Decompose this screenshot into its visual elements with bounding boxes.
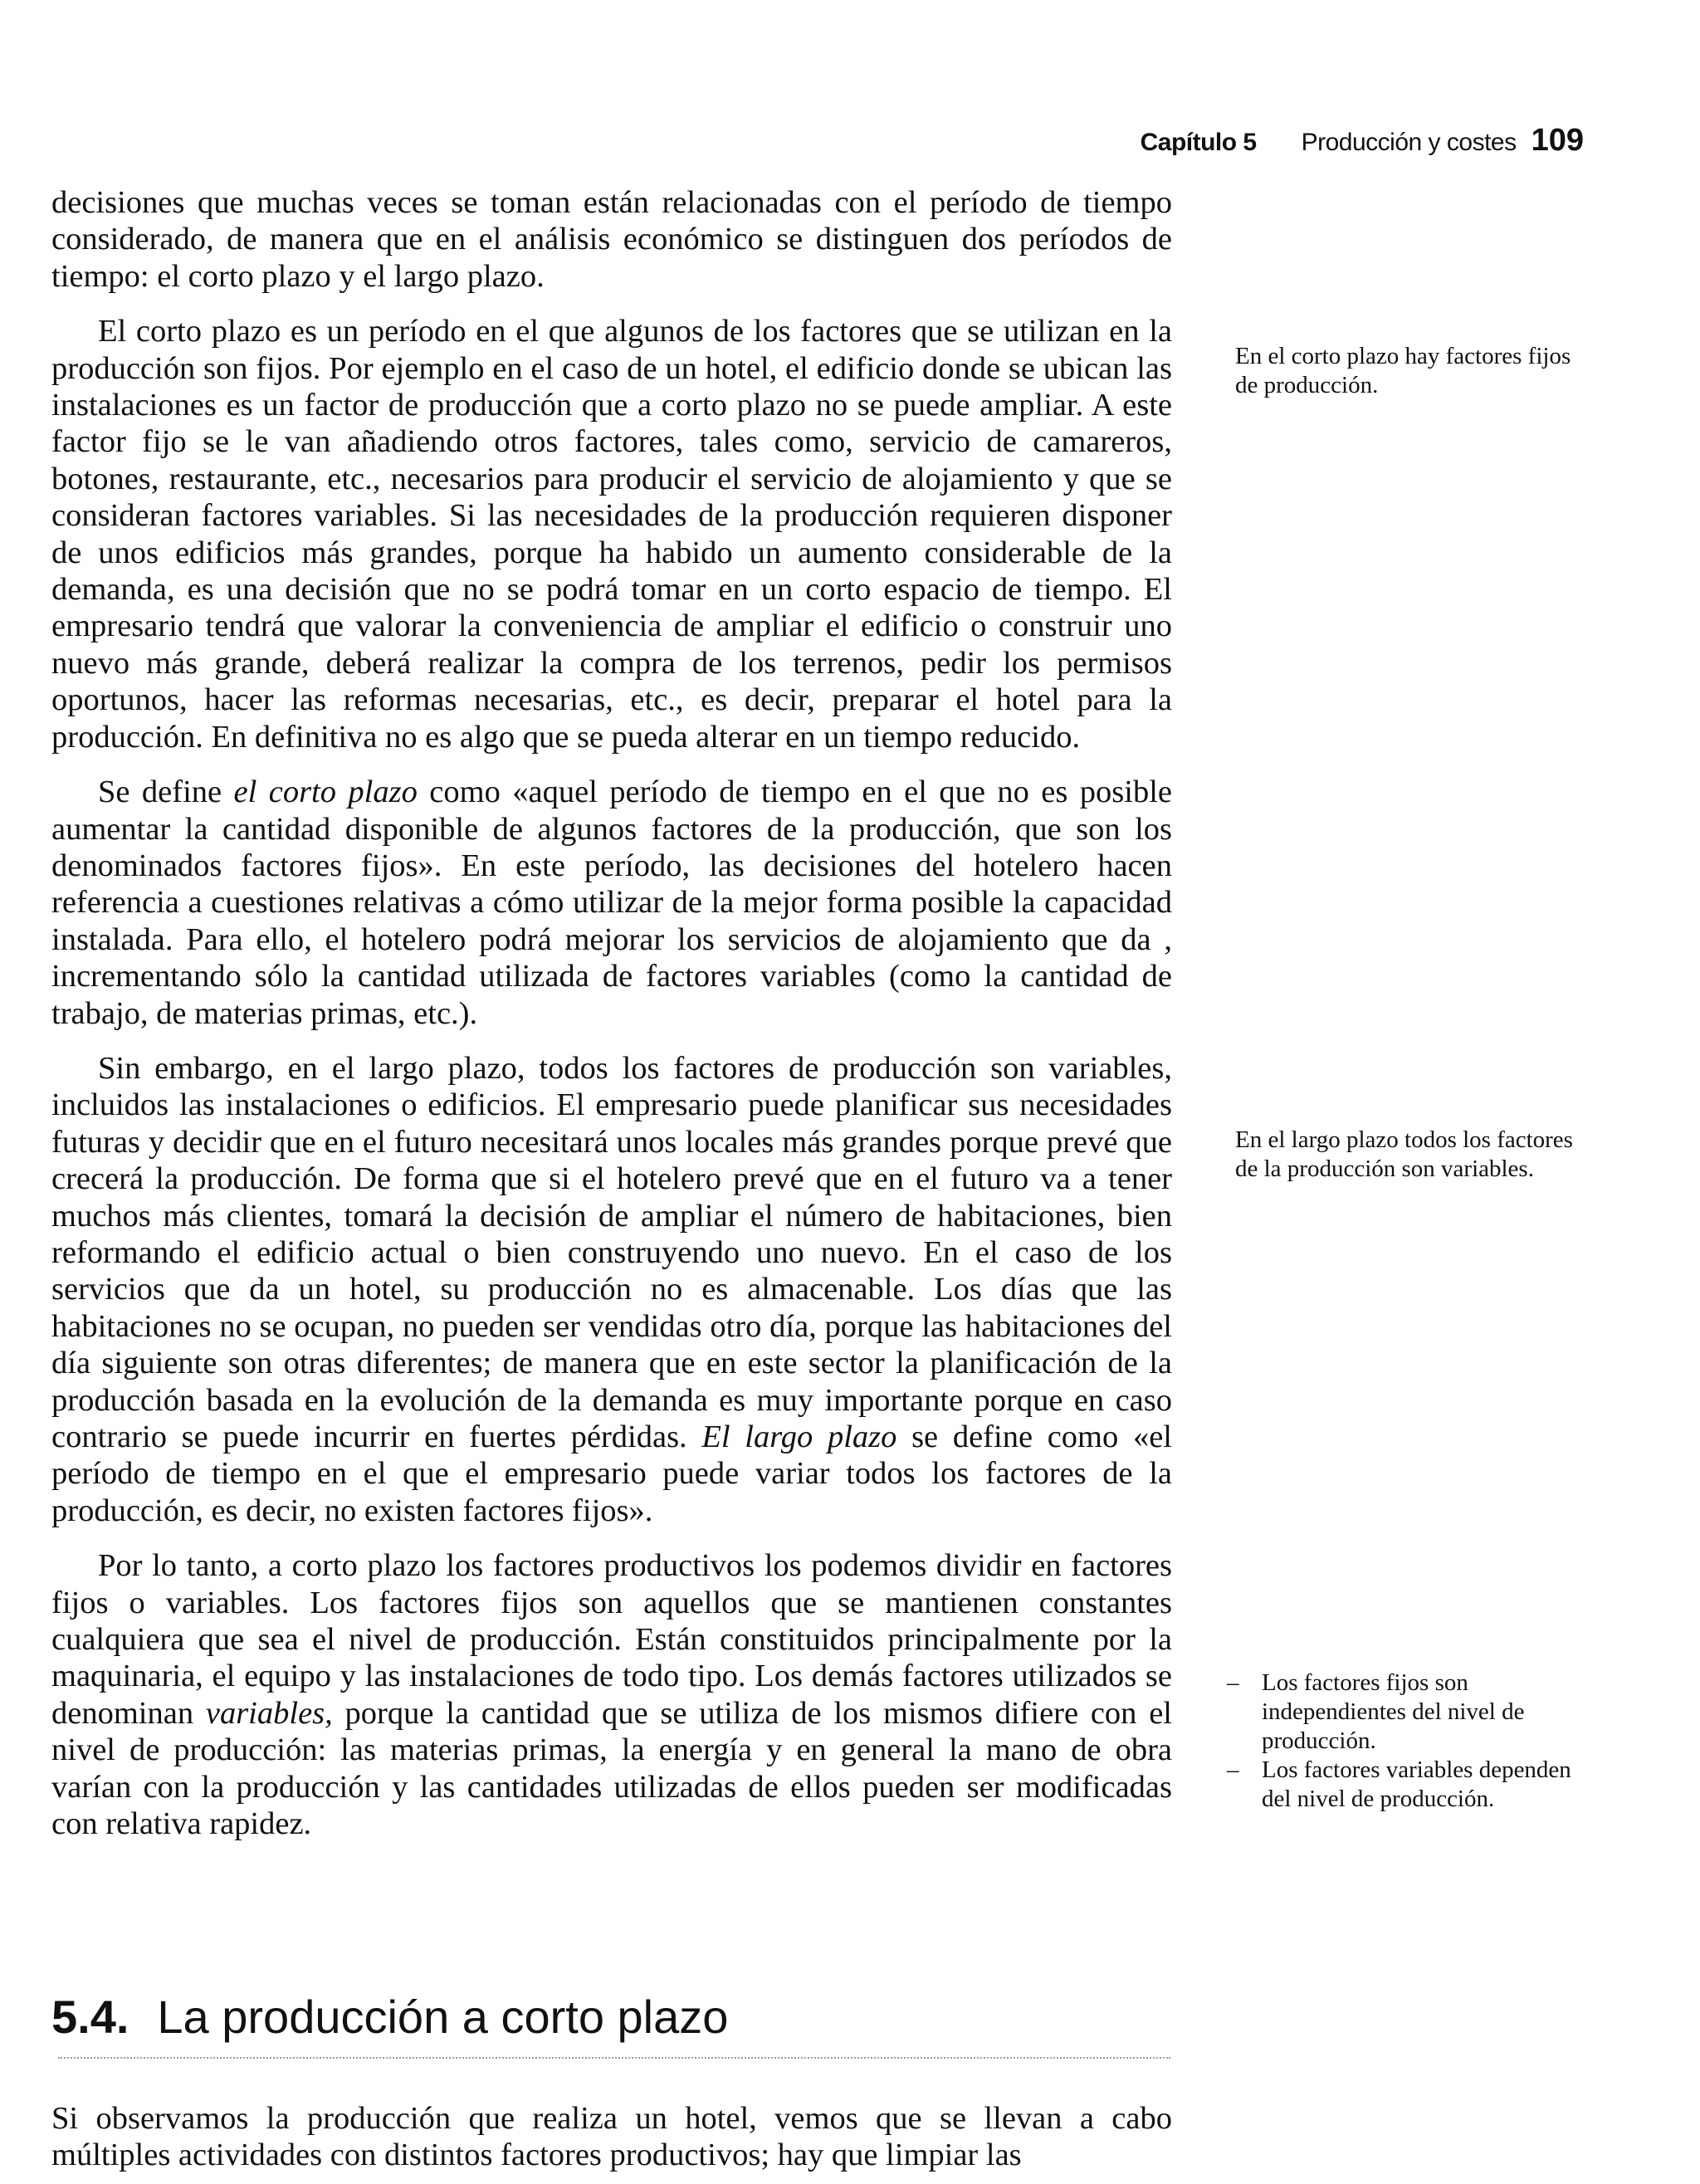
chapter-label: Capítulo 5 <box>1140 129 1257 156</box>
paragraph-5-text-a: Por lo tanto, a corto plazo los factores productivos los podemos dividir en factores fijos o variables. Los factores fijos son aquellos que se mantienen constantes cualquiera que sea el nivel de producción. Están constituidos principalmente por la maquinaria, el equipo y las instalaciones de todo tipo. Los demás factores utilizados se denominan <box>51 1548 1172 1731</box>
body-paragraph-2: El corto plazo es un período en el que algunos de los factores que se utilizan en la producción son fijos. Por ejemplo en el caso de un hotel, el edificio donde se ubican las instalaciones es un factor de producción que a corto plazo no se puede ampliar. A este factor fijo se le van añadiendo otros factores, tales como, servicio de camareros, botones, restaurante, etc., necesarios para producir el servicio de alojamiento y que se consideran factores variables. Si las necesidades de la producción requieren disponer de unos edificios más grandes, porque ha habido un aumento considerable de la demanda, es una decisión que no se podrá tomar en un corto espacio de tiempo. El empresario tendrá que valorar la conveniencia de ampliar el edificio o construir uno nuevo más grande, deberá realizar la compra de los terrenos, pedir los permisos oportunos, hacer las reformas necesarias, etc., es decir, preparar el hotel para la producción. En definitiva no es algo que se pueda alterar en un tiempo reducido. <box>51 314 1172 755</box>
section-divider <box>58 2057 1170 2059</box>
margin-list-item-fixed <box>1227 1669 1584 1756</box>
margin-note-long-run: En el largo plazo todos los factores de la producción son variables. <box>1235 1126 1573 1182</box>
dash-bullet: – <box>1227 1756 1239 1783</box>
chapter-title: Producción y costes <box>1301 129 1517 156</box>
margin-list-item-variable <box>1227 1756 1584 1814</box>
body-paragraph-1: decisiones que muchas veces se toman están relacionadas con el período de tiempo considerado, de manera que en el análisis económico se distinguen dos períodos de tiempo: el corto plazo y el largo plazo. <box>51 185 1172 294</box>
paragraph-3-text-b: como «aquel período de tiempo en el que no es posible aumentar la cantidad disponible de algunos factores de la producción, que son los denominados factores fijos». En este período, las decisiones del hotelero hacen referencia a cuestiones relativas a cómo utilizar de la mejor forma posible la capacidad instalada. Para ello, el hotelero podrá mejorar los servicios de alojamiento que da , incrementando sólo la cantidad utilizada de factores variables (como la cantidad de trabajo, de materias primas, etc.). <box>51 774 1172 1031</box>
paragraph-4-text-a: Sin embargo, en el largo plazo, todos los factores de producción son variables, incluidos las instalaciones o edificios. El empresario puede planificar sus necesidades futuras y decidir que en el futuro necesitará unos locales más grandes porque prevé que crecerá la producción. De forma que si el hotelero prevé que en el futuro va a tener muchos más clientes, tomará la decisión de ampliar el número de habitaciones, bien reformando el edificio actual o bien construyendo uno nuevo. En el caso de los servicios que da un hotel, su producción no es almacenable. Los días que las habitaciones no se ocupan, no pueden ser vendidas otro día, porque las habitaciones del día siguiente son otras diferentes; de manera que en este sector la planificación de la producción basada en la evolución de la demanda es muy importante porque en caso contrario se puede incurrir en fuertes pérdidas. <box>51 1050 1172 1454</box>
section-title: La producción a corto plazo <box>157 1991 729 2043</box>
page-number: 109 <box>1531 123 1584 158</box>
section-number: 5.4. <box>51 1991 129 2043</box>
body-paragraph-3 <box>51 774 1172 1032</box>
paragraph-5-text-b: porque la cantidad que se utiliza de los mismos difiere con el nivel de producción: las materias primas, la energía y en general la mano de obra varían con la producción y las cantidades utilizadas de ellos pueden ser modificadas con relativa rapidez. <box>51 1695 1172 1842</box>
margin-note-short-run: En el corto plazo hay factores fijos de producción. <box>1235 343 1571 398</box>
term-corto-plazo: el corto plazo <box>233 774 418 810</box>
dash-bullet: – <box>1227 1669 1239 1696</box>
term-largo-plazo: El largo plazo <box>701 1419 897 1454</box>
body-paragraph-4 <box>51 1050 1172 1529</box>
paragraph-3-text-a: Se define <box>98 774 234 810</box>
margin-list-item-text: Los factores variables dependen del nivel de producción. <box>1262 1756 1571 1812</box>
main-text-column <box>51 184 1172 1860</box>
margin-note-factor-list <box>1227 1669 1584 1814</box>
section-heading <box>51 1991 1172 2044</box>
margin-list-item-text: Los factores fijos son independientes del nivel de producción. <box>1262 1669 1525 1754</box>
term-variables: variables, <box>205 1695 333 1731</box>
paragraph-4-text-b: se define como «el período de tiempo en el que el empresario puede variar todos los factores de la producción, es decir, no existen factores fijos». <box>51 1419 1172 1528</box>
body-paragraph-5 <box>51 1547 1172 1842</box>
running-head <box>1141 123 1584 159</box>
section-paragraph-1: Si observamos la producción que realiza un hotel, vemos que se llevan a cabo múltiples actividades con distintos factores productivos; hay que limpiar las <box>51 2101 1172 2173</box>
